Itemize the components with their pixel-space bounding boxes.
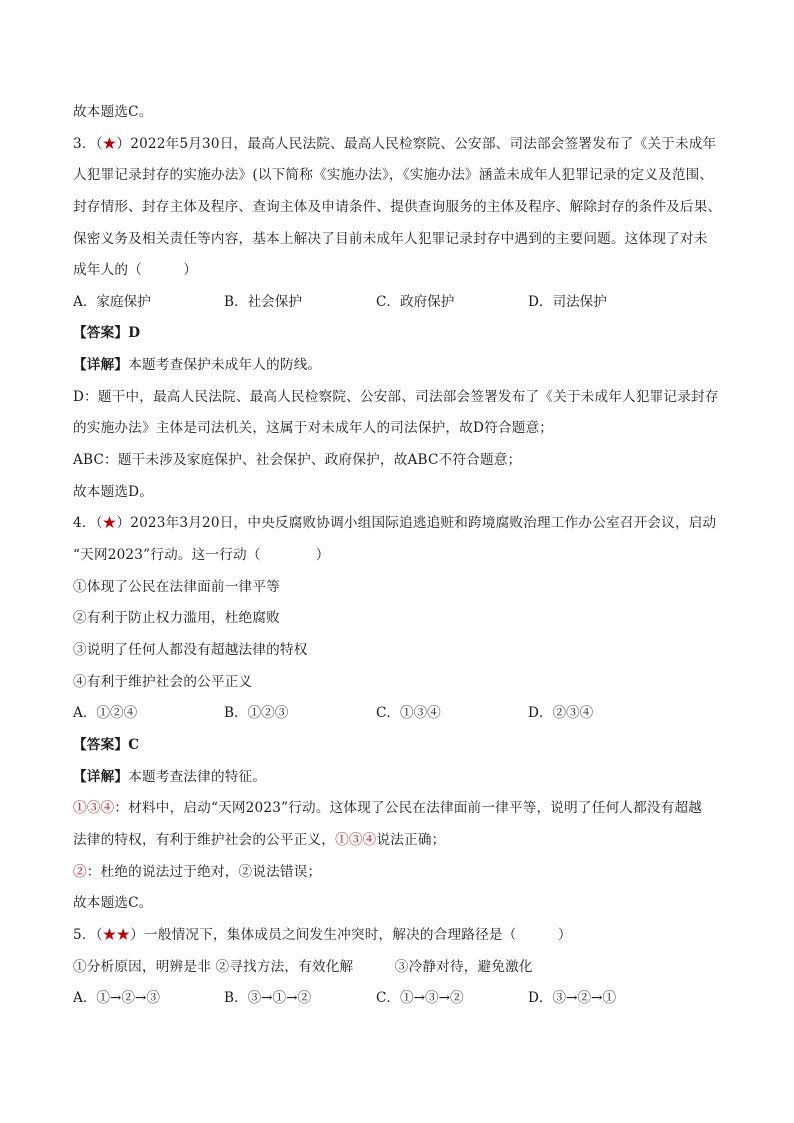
q3-detail-line3: ABC：题干未涉及家庭保护、社会保护、政府保护，故ABC不符合题意； <box>73 452 522 468</box>
difficulty-star-icon: ★ <box>102 515 117 531</box>
difficulty-star-icon: ★ <box>102 136 117 152</box>
q3-answer: 【答案】D <box>73 325 141 341</box>
q3-conclusion: 故本题选D。 <box>73 484 154 500</box>
q3-detail-intro: 【详解】本题考查保护未成年人的防线。 <box>73 357 322 373</box>
q4-detail-line2: 法律的特权，有利于维护社会的公平正义，①③④说法正确； <box>73 832 446 848</box>
q4-option-d: D．②③④ <box>528 705 594 721</box>
q3-stem-line4: 保密义务及相关责任等内容，基本上解决了目前未成年人犯罪记录封存中遇到的主要问题。这体现了对未 <box>73 231 708 247</box>
q5-option-c: C．①→③→② <box>376 990 464 1006</box>
q3-option-c: C．政府保护 <box>376 294 455 310</box>
q3-option-b: B．社会保护 <box>224 294 302 310</box>
q5-stem: 5．（★★）一般情况下，集体成员之间发生冲突时，解决的合理路径是（ ） <box>73 927 572 943</box>
q5-option-b: B．③→①→② <box>224 990 312 1006</box>
q5-option-a: A．①→②→③ <box>73 990 160 1006</box>
q4-stem-line1: 4．（★）2023年3月20日，中央反腐败协调小组国际追逃追赃和跨境腐败治理工作办公室召开会议，启动 <box>73 515 717 531</box>
q3-option-a: A．家庭保护 <box>73 294 151 310</box>
q4-item-3: ③说明了任何人都没有超越法律的特权 <box>73 642 308 658</box>
q3-detail-line2: 的实施办法》主体是司法机关，这属于对未成年人的司法保护，故D符合题意； <box>73 420 554 436</box>
q3-stem-line5: 成年人的（ ） <box>73 262 198 278</box>
q3-stem-line2: 人犯罪记录封存的实施办法》(以下简称《实施办法》，《实施办法》涵盖未成年人犯罪记录的定义及范围、 <box>73 167 714 183</box>
q4-detail-intro: 【详解】本题考查法律的特征。 <box>73 769 267 785</box>
q4-answer: 【答案】C <box>73 737 140 753</box>
q3-option-d: D．司法保护 <box>528 294 607 310</box>
q5-option-d: D．③→②→① <box>528 990 617 1006</box>
q3-detail-line1: D：题干中，最高人民法院、最高人民检察院、公安部、司法部会签署发布了《关于未成年人犯罪记录封存 <box>73 389 719 405</box>
q4-item-4: ④有利于维护社会的公平正义 <box>73 674 253 690</box>
q4-detail-line1: ①③④：材料中，启动“天网2023”行动。这体现了公民在法律面前一律平等，说明了任何人都没有超越 <box>73 800 703 816</box>
q5-options <box>73 988 723 1008</box>
q4-option-b: B．①②③ <box>224 705 289 721</box>
q3-stem-line3: 封存情形、封存主体及程序、查询主体及申请条件、提供查询服务的主体及程序、解除封存的条件及后果、 <box>73 199 722 215</box>
q4-detail-line3: ②：杜绝的说法过于绝对，②说法错误； <box>73 864 322 880</box>
q4-options <box>73 703 723 723</box>
q4-stem-line2: “天网2023”行动。这一行动（ ） <box>73 547 330 563</box>
q3-options <box>73 292 723 312</box>
q4-option-c: C．①③④ <box>376 705 441 721</box>
q5-items: ①分析原因，明辨是非 ②寻找方法，有效化解 ③冷静对待，避免激化 <box>73 959 533 975</box>
difficulty-star-icon: ★★ <box>102 927 131 943</box>
q3-stem-line1: 3．（★）2022年5月30日，最高人民法院、最高人民检察院、公安部、司法部会签署发布了《关于未成年 <box>73 136 717 152</box>
q4-item-2: ②有利于防止权力滥用，杜绝腐败 <box>73 610 280 626</box>
q4-conclusion: 故本题选C。 <box>73 895 153 911</box>
q4-item-1: ①体现了公民在法律面前一律平等 <box>73 579 280 595</box>
q4-option-a: A．①②④ <box>73 705 138 721</box>
prev-conclusion: 故本题选C。 <box>73 104 153 120</box>
